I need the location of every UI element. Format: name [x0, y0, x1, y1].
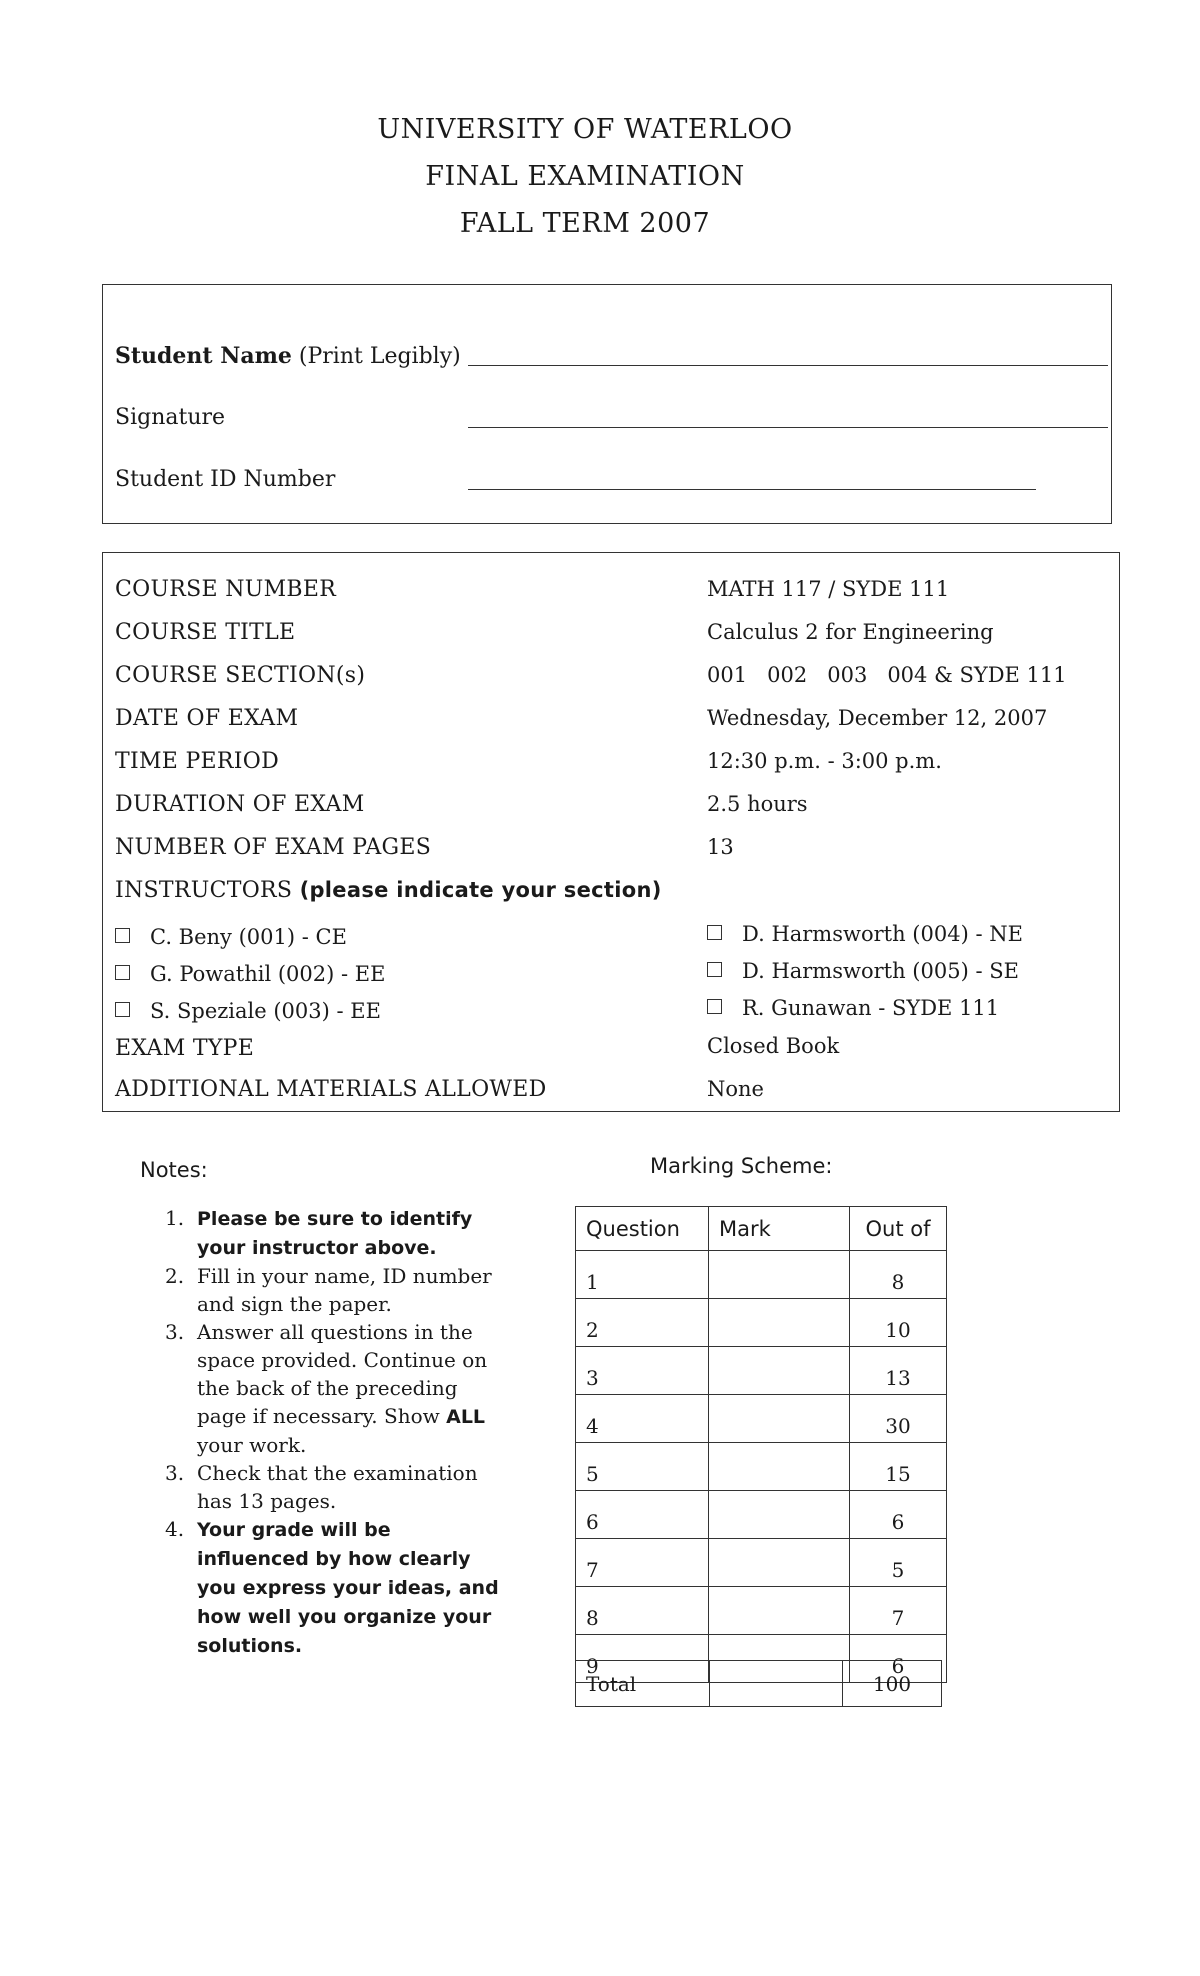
checkbox-icon[interactable]: [115, 1002, 130, 1017]
checkbox-icon[interactable]: [707, 999, 722, 1014]
total-label: Total: [576, 1661, 710, 1707]
marking-total-table: [575, 1660, 942, 1707]
instructors-label: INSTRUCTORS (please indicate your section): [115, 878, 662, 903]
exam-term: FALL TERM 2007: [459, 208, 711, 239]
exam-pages-label: NUMBER OF EXAM PAGES: [115, 835, 432, 860]
checkbox-icon[interactable]: [707, 925, 722, 940]
table-header-row: [576, 1207, 947, 1251]
table-row: 2 10: [576, 1299, 947, 1347]
university-name: UNIVERSITY OF WATERLOO: [377, 114, 793, 145]
duration-label: DURATION OF EXAM: [115, 792, 365, 817]
course-title-label: COURSE TITLE: [115, 620, 296, 645]
checkbox-icon[interactable]: [707, 962, 722, 977]
instructor-option[interactable]: S. Speziale (003) - EE: [115, 999, 381, 1023]
checkbox-icon[interactable]: [115, 928, 130, 943]
notes-title: Notes:: [140, 1158, 208, 1182]
exam-date-label: DATE OF EXAM: [115, 706, 299, 731]
list-item: 1. Please be sure to identify your instructor above.: [165, 1206, 473, 1259]
column-header: Out of: [850, 1207, 947, 1251]
student-name-line[interactable]: [468, 365, 1108, 366]
exam-pages: 13: [707, 835, 734, 859]
total-value: 100: [843, 1661, 942, 1707]
table-row: 1 8: [576, 1251, 947, 1299]
mark-cell[interactable]: [709, 1299, 850, 1347]
table-row: 6 6: [576, 1491, 947, 1539]
course-sections-label: COURSE SECTION(s): [115, 663, 366, 688]
mark-cell[interactable]: [709, 1395, 850, 1443]
mark-cell[interactable]: [709, 1347, 850, 1395]
time-period: 12:30 p.m. - 3:00 p.m.: [707, 749, 942, 773]
table-row: 3 13: [576, 1347, 947, 1395]
materials: None: [707, 1077, 764, 1101]
checkbox-icon[interactable]: [115, 965, 130, 980]
table-row: 9 6: [576, 1635, 947, 1683]
table-row: 5 15: [576, 1443, 947, 1491]
course-info-box: [102, 552, 1120, 1112]
column-header: Question: [576, 1207, 709, 1251]
mark-cell[interactable]: [709, 1251, 850, 1299]
marking-scheme-title: Marking Scheme:: [650, 1154, 833, 1178]
list-item: 3. Answer all questions in the space provided. Continue on the back of the preceding page if necessary. Show ALL your work.: [165, 1320, 488, 1457]
table-row: 8 7: [576, 1587, 947, 1635]
signature-label: Signature: [115, 405, 226, 430]
student-name-label: Student Name (Print Legibly): [115, 343, 461, 369]
signature-line[interactable]: [468, 427, 1108, 428]
student-info-box: [102, 284, 1112, 524]
list-item: 3. Check that the examination has 13 pages.: [165, 1461, 478, 1513]
column-header: Mark: [709, 1207, 850, 1251]
course-number-label: COURSE NUMBER: [115, 577, 337, 602]
exam-type: Closed Book: [707, 1034, 840, 1058]
mark-cell[interactable]: [709, 1491, 850, 1539]
mark-cell[interactable]: [709, 1443, 850, 1491]
exam-title: FINAL EXAMINATION: [425, 161, 745, 192]
list-item: 4. Your grade will be influenced by how clearly you express your ideas, and how well you organize your solutions.: [165, 1517, 499, 1657]
total-mark-cell[interactable]: [710, 1661, 843, 1707]
exam-header: [0, 106, 1170, 247]
total-row: [576, 1661, 942, 1707]
instructor-option[interactable]: D. Harmsworth (005) - SE: [707, 959, 1019, 983]
instructor-option[interactable]: R. Gunawan - SYDE 111: [707, 996, 999, 1020]
instructor-option[interactable]: D. Harmsworth (004) - NE: [707, 922, 1023, 946]
course-number: MATH 117 / SYDE 111: [707, 577, 950, 601]
exam-type-label: EXAM TYPE: [115, 1036, 255, 1061]
table-row: 7 5: [576, 1539, 947, 1587]
notes-list: [165, 1204, 505, 1660]
student-id-line[interactable]: [468, 489, 1036, 490]
student-id-label: Student ID Number: [115, 467, 336, 492]
marking-scheme-table: [575, 1206, 947, 1683]
table-row: 4 30: [576, 1395, 947, 1443]
course-title: Calculus 2 for Engineering: [707, 620, 994, 644]
duration: 2.5 hours: [707, 792, 808, 816]
exam-date: Wednesday, December 12, 2007: [707, 706, 1048, 730]
mark-cell[interactable]: [709, 1587, 850, 1635]
materials-label: ADDITIONAL MATERIALS ALLOWED: [115, 1077, 547, 1102]
instructor-option[interactable]: C. Beny (001) - CE: [115, 925, 347, 949]
mark-cell[interactable]: [709, 1539, 850, 1587]
list-item: 2. Fill in your name, ID number and sign the paper.: [165, 1264, 492, 1316]
course-sections: 001 002 003 004 & SYDE 111: [707, 663, 1067, 687]
time-period-label: TIME PERIOD: [115, 749, 280, 774]
instructor-option[interactable]: G. Powathil (002) - EE: [115, 962, 385, 986]
